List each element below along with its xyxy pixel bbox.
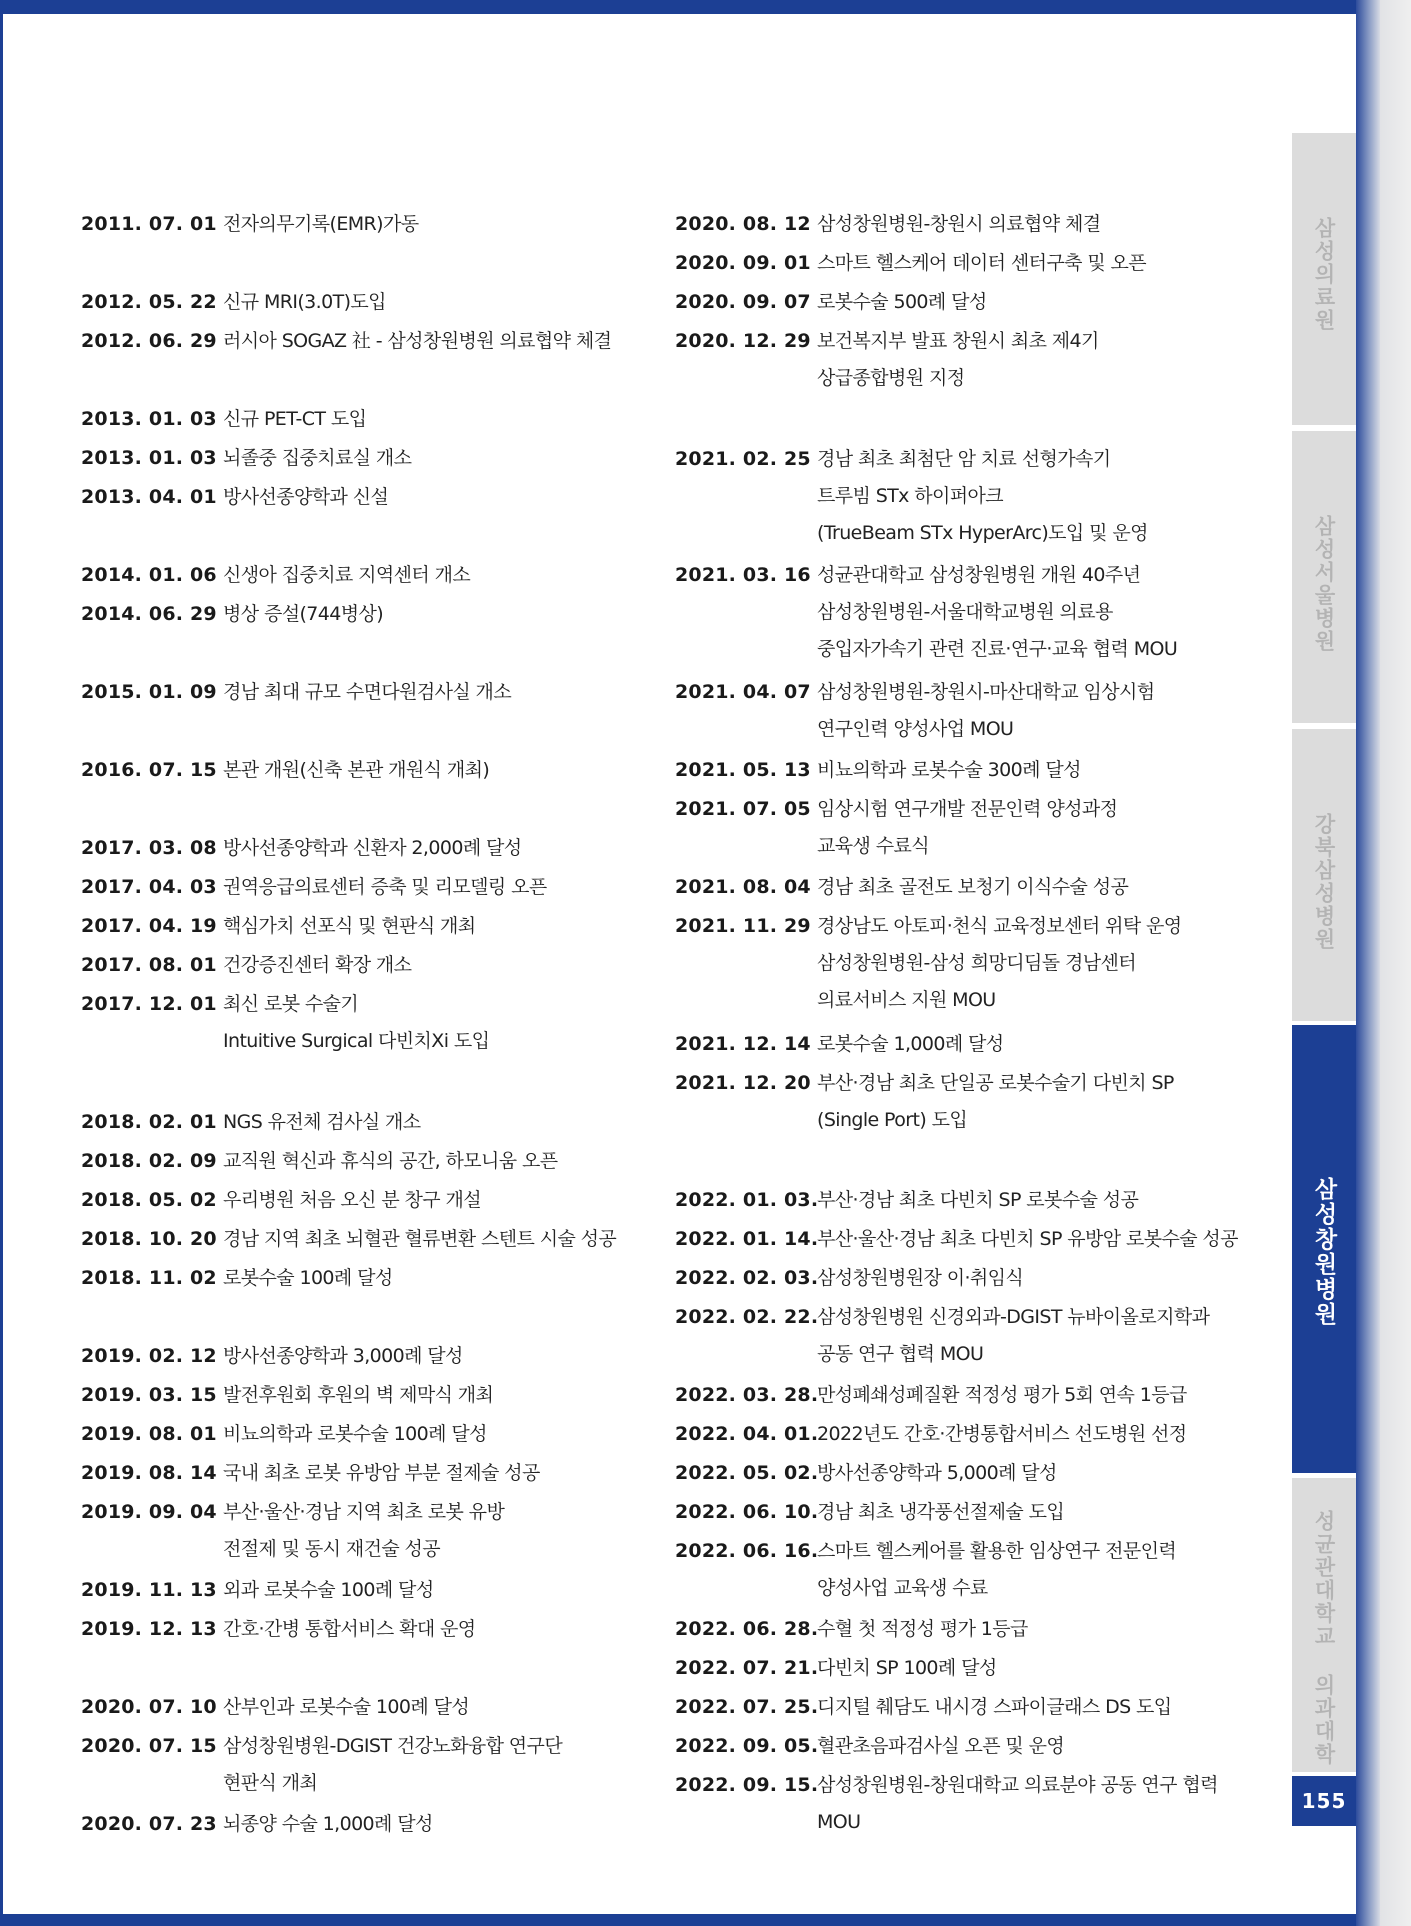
entry-description: [223, 1806, 643, 1843]
entry-description-line: 교육생 수료식: [817, 835, 929, 857]
entry-description-line: MOU: [817, 1811, 861, 1833]
entry-description-line: 로봇수술 500례 달성: [817, 291, 987, 313]
entry-description-line: 전절제 및 동시 재건술 성공: [223, 1538, 441, 1560]
entry-date: 2017. 04. 19: [81, 915, 217, 937]
entry-date: 2022. 02. 03.: [675, 1267, 819, 1289]
entry-date: 2022. 01. 03.: [675, 1189, 819, 1211]
entry-date: 2022. 04. 01.: [675, 1423, 819, 1445]
entry-date: 2013. 01. 03: [81, 447, 217, 469]
entry-description: [817, 1533, 1237, 1607]
entry-date: 2014. 01. 06: [81, 564, 217, 586]
tab-samsung-changwon-hospital[interactable]: [1292, 1025, 1356, 1473]
entry-description-line: 발전후원회 후원의 벽 제막식 개최: [223, 1384, 494, 1406]
entry-date: 2019. 02. 12: [81, 1345, 217, 1367]
entry-date: 2018. 05. 02: [81, 1189, 217, 1211]
entry-description: [817, 441, 1237, 552]
entry-description-line: 스마트 헬스케어를 활용한 임상연구 전문인력: [817, 1540, 1177, 1562]
entry-date: 2014. 06. 29: [81, 603, 217, 625]
entry-description: [223, 1689, 643, 1726]
entry-description: [223, 1143, 643, 1180]
entry-description: [817, 1767, 1237, 1841]
entry-description-line: 경남 최초 골전도 보청기 이식수술 성공: [817, 876, 1129, 898]
entry-description-line: 경남 최대 규모 수면다원검사실 개소: [223, 681, 512, 703]
entry-date: 2021. 07. 05: [675, 798, 811, 820]
entry-description: [817, 1416, 1237, 1453]
entry-date: 2015. 01. 09: [81, 681, 217, 703]
entry-date: 2022. 07. 25.: [675, 1696, 819, 1718]
entry-description-line: 부산·울산·경남 최초 다빈치 SP 유방암 로봇수술 성공: [817, 1228, 1238, 1250]
entry-date: 2022. 02. 22.: [675, 1306, 819, 1328]
entry-description-line: 스마트 헬스케어 데이터 센터구축 및 오픈: [817, 252, 1147, 274]
entry-description-line: 교직원 혁신과 휴식의 공간, 하모니움 오픈: [223, 1150, 558, 1172]
top-accent-bar: [3, 0, 1364, 14]
entry-description: [817, 752, 1237, 789]
entry-description: [817, 869, 1237, 906]
entry-description: [817, 1182, 1237, 1219]
entry-description: [223, 1260, 643, 1297]
entry-description: [223, 1377, 643, 1414]
entry-date: 2021. 12. 14: [675, 1033, 811, 1055]
entry-description: [817, 908, 1237, 1019]
entry-date: 2013. 04. 01: [81, 486, 217, 508]
entry-description-line: 신규 PET-CT 도입: [223, 408, 367, 430]
entry-description: [817, 323, 1237, 397]
entry-description-line: 다빈치 SP 100례 달성: [817, 1657, 997, 1679]
entry-date: 2022. 06. 28.: [675, 1618, 819, 1640]
entry-description-line: 트루빔 STx 하이퍼아크: [817, 485, 1004, 507]
entry-date: 2017. 03. 08: [81, 837, 217, 859]
entry-description-line: 성균관대학교 삼성창원병원 개원 40주년: [817, 564, 1141, 586]
entry-description: [223, 1611, 643, 1648]
entry-description-line: 만성폐쇄성폐질환 적정성 평가 5회 연속 1등급: [817, 1384, 1187, 1406]
entry-description-line: 신규 MRI(3.0T)도입: [223, 291, 386, 313]
entry-date: 2011. 07. 01: [81, 213, 217, 235]
entry-description-line: 방사선종양학과 신환자 2,000례 달성: [223, 837, 522, 859]
entry-description-line: 삼성창원병원-창원시 의료협약 체결: [817, 213, 1101, 235]
entry-description: [817, 1611, 1237, 1648]
entry-description-line: 수혈 첫 적정성 평가 1등급: [817, 1618, 1028, 1640]
entry-description-line: 권역응급의료센터 증축 및 리모델링 오픈: [223, 876, 547, 898]
entry-description-line: 전자의무기록(EMR)가동: [223, 213, 419, 235]
entry-date: 2022. 03. 28.: [675, 1384, 819, 1406]
entry-description-line: 뇌졸중 집중치료실 개소: [223, 447, 412, 469]
tab-label: 성균관대학교 의과대학: [1312, 1510, 1336, 1766]
entry-date: 2018. 02. 09: [81, 1150, 217, 1172]
entry-date: 2020. 12. 29: [675, 330, 811, 352]
entry-description-line: 양성사업 교육생 수료: [817, 1577, 988, 1599]
entry-description: [817, 284, 1237, 321]
entry-description-line: 디지털 췌담도 내시경 스파이글래스 DS 도입: [817, 1696, 1172, 1718]
entry-date: 2020. 09. 01: [675, 252, 811, 274]
entry-date: 2019. 09. 04: [81, 1501, 217, 1523]
entry-description: [223, 557, 643, 594]
entry-description-line: 산부인과 로봇수술 100례 달성: [223, 1696, 470, 1718]
entry-description: [817, 1650, 1237, 1687]
entry-description: [223, 323, 643, 360]
entry-description: [223, 869, 643, 906]
entry-description: [223, 830, 643, 867]
entry-date: 2013. 01. 03: [81, 408, 217, 430]
tab-label: 삼성서울병원: [1312, 515, 1336, 653]
entry-description-line: 간호·간병 통합서비스 확대 운영: [223, 1618, 476, 1640]
entry-description: [223, 1221, 643, 1258]
entry-description-line: NGS 유전체 검사실 개소: [223, 1111, 421, 1133]
entry-description-line: 삼성창원병원-서울대학교병원 의료용: [817, 601, 1113, 623]
entry-description-line: 경남 지역 최초 뇌혈관 혈류변환 스텐트 시술 성공: [223, 1228, 617, 1250]
entry-description-line: 핵심가치 선포식 및 현판식 개최: [223, 915, 476, 937]
entry-date: 2012. 05. 22: [81, 291, 217, 313]
entry-date: 2021. 08. 04: [675, 876, 811, 898]
entry-description: [223, 479, 643, 516]
entry-description-line: 삼성창원병원-DGIST 건강노화융합 연구단: [223, 1735, 563, 1757]
entry-description-line: 비뇨의학과 로봇수술 300례 달성: [817, 759, 1081, 781]
entry-description-line: 삼성창원병원 신경외과-DGIST 뉴바이올로지학과: [817, 1306, 1210, 1328]
entry-date: 2022. 05. 02.: [675, 1462, 819, 1484]
entry-description: [223, 752, 643, 789]
entry-description-line: 중입자가속기 관련 진료·연구·교육 협력 MOU: [817, 638, 1178, 660]
entry-date: 2021. 02. 25: [675, 448, 811, 470]
entry-description: [817, 1026, 1237, 1063]
entry-date: 2022. 01. 14.: [675, 1228, 819, 1250]
page-number: 155: [1292, 1776, 1356, 1826]
entry-date: 2021. 05. 13: [675, 759, 811, 781]
entry-description: [817, 1455, 1237, 1492]
entry-description: [817, 674, 1237, 748]
entry-description-line: 의료서비스 지원 MOU: [817, 989, 996, 1011]
entry-description-line: 본관 개원(신축 본관 개원식 개최): [223, 759, 490, 781]
entry-date: 2022. 09. 15.: [675, 1774, 819, 1796]
entry-description: [223, 674, 643, 711]
entry-description-line: 보건복지부 발표 창원시 최초 제4기: [817, 330, 1099, 352]
tab-label: 삼성의료원: [1312, 217, 1336, 332]
entry-description: [223, 947, 643, 984]
entry-date: 2020. 07. 10: [81, 1696, 217, 1718]
entry-description-line: 혈관초음파검사실 오픈 및 운영: [817, 1735, 1065, 1757]
entry-date: 2018. 02. 01: [81, 1111, 217, 1133]
entry-description: [223, 596, 643, 633]
entry-description-line: 삼성창원병원-창원시-마산대학교 임상시험: [817, 681, 1155, 703]
entry-description: [817, 791, 1237, 865]
entry-description-line: 건강증진센터 확장 개소: [223, 954, 412, 976]
entry-date: 2019. 03. 15: [81, 1384, 217, 1406]
entry-date: 2016. 07. 15: [81, 759, 217, 781]
entry-description: [817, 1728, 1237, 1765]
entry-description-line: 삼성창원병원-삼성 희망디딤돌 경남센터: [817, 952, 1136, 974]
entry-date: 2020. 07. 23: [81, 1813, 217, 1835]
entry-description-line: 비뇨의학과 로봇수술 100례 달성: [223, 1423, 487, 1445]
entry-description: [817, 557, 1237, 668]
entry-description: [223, 986, 643, 1060]
entry-description-line: 병상 증설(744병상): [223, 603, 384, 625]
entry-date: 2021. 04. 07: [675, 681, 811, 703]
entry-description-line: 삼성창원병원장 이·취임식: [817, 1267, 1024, 1289]
tab-label: 삼성창원병원: [1310, 1177, 1337, 1327]
entry-description-line: 외과 로봇수술 100례 달성: [223, 1579, 434, 1601]
entry-description: [223, 1494, 643, 1568]
entry-description: [223, 1728, 643, 1802]
entry-description-line: 최신 로봇 수술기: [223, 993, 359, 1015]
entry-description-line: 경상남도 아토피·천식 교육정보센터 위탁 운영: [817, 915, 1182, 937]
entry-date: 2020. 07. 15: [81, 1735, 217, 1757]
entry-description: [223, 1338, 643, 1375]
page-edge-strip: [1356, 0, 1380, 1926]
entry-description-line: 부산·울산·경남 지역 최초 로봇 유방: [223, 1501, 505, 1523]
entry-description-line: (TrueBeam STx HyperArc)도입 및 운영: [817, 522, 1148, 544]
entry-description: [223, 1572, 643, 1609]
entry-description-line: 부산·경남 최초 단일공 로봇수술기 다빈치 SP: [817, 1072, 1174, 1094]
entry-date: 2020. 09. 07: [675, 291, 811, 313]
entry-date: 2018. 11. 02: [81, 1267, 217, 1289]
entry-description-line: 국내 최초 로봇 유방암 부분 절제술 성공: [223, 1462, 540, 1484]
entry-date: 2022. 07. 21.: [675, 1657, 819, 1679]
entry-description: [223, 440, 643, 477]
entry-description: [817, 1494, 1237, 1531]
tab-kangbuk-samsung-hospital[interactable]: [1292, 729, 1356, 1021]
bottom-accent-bar: [3, 1914, 1364, 1926]
entry-description: [817, 245, 1237, 282]
entry-description: [223, 284, 643, 321]
entry-description-line: 로봇수술 1,000례 달성: [817, 1033, 1004, 1055]
entry-description-line: 로봇수술 100례 달성: [223, 1267, 393, 1289]
entry-description: [817, 206, 1237, 243]
entry-date: 2021. 12. 20: [675, 1072, 811, 1094]
entry-description-line: (Single Port) 도입: [817, 1109, 968, 1131]
entry-description: [223, 1104, 643, 1141]
entry-description: [817, 1689, 1237, 1726]
entry-description-line: 삼성창원병원-창원대학교 의료분야 공동 연구 협력: [817, 1774, 1218, 1796]
entry-description-line: 방사선종양학과 신설: [223, 486, 389, 508]
entry-description-line: 경남 최초 최첨단 암 치료 선형가속기: [817, 448, 1111, 470]
entry-description-line: 방사선종양학과 5,000례 달성: [817, 1462, 1057, 1484]
entry-description-line: 방사선종양학과 3,000례 달성: [223, 1345, 463, 1367]
entry-description-line: Intuitive Surgical 다빈치Xi 도입: [223, 1030, 490, 1052]
entry-description: [223, 1455, 643, 1492]
entry-description-line: 상급종합병원 지정: [817, 367, 965, 389]
entry-description-line: 우리병원 처음 오신 분 창구 개설: [223, 1189, 482, 1211]
entry-description: [223, 1416, 643, 1453]
entry-description: [223, 206, 643, 243]
entry-description-line: 경남 최초 냉각풍선절제술 도입: [817, 1501, 1065, 1523]
entry-description-line: 뇌종양 수술 1,000례 달성: [223, 1813, 433, 1835]
entry-description-line: 부산·경남 최초 다빈치 SP 로봇수술 성공: [817, 1189, 1139, 1211]
entry-date: 2019. 11. 13: [81, 1579, 217, 1601]
entry-date: 2017. 04. 03: [81, 876, 217, 898]
entry-description-line: 2022년도 간호·간병통합서비스 선도병원 선정: [817, 1423, 1187, 1445]
entry-date: 2022. 06. 10.: [675, 1501, 819, 1523]
entry-date: 2017. 08. 01: [81, 954, 217, 976]
entry-description: [223, 1182, 643, 1219]
entry-description: [817, 1221, 1237, 1258]
entry-date: 2021. 11. 29: [675, 915, 811, 937]
tab-label: 강북삼성병원: [1312, 813, 1336, 951]
entry-description: [223, 401, 643, 438]
entry-date: 2019. 08. 14: [81, 1462, 217, 1484]
entry-date: 2021. 03. 16: [675, 564, 811, 586]
entry-date: 2017. 12. 01: [81, 993, 217, 1015]
entry-date: 2012. 06. 29: [81, 330, 217, 352]
entry-description-line: 연구인력 양성사업 MOU: [817, 718, 1014, 740]
entry-date: 2019. 12. 13: [81, 1618, 217, 1640]
tab-samsung-medical-center[interactable]: [1292, 133, 1356, 425]
entry-description-line: 러시아 SOGAZ 社 - 삼성창원병원 의료협약 체결: [223, 330, 612, 352]
entry-description-line: 현판식 개최: [223, 1772, 318, 1794]
entry-description: [817, 1065, 1237, 1139]
entry-date: 2018. 10. 20: [81, 1228, 217, 1250]
entry-description: [817, 1377, 1237, 1414]
entry-description-line: 신생아 집중치료 지역센터 개소: [223, 564, 471, 586]
entry-date: 2022. 09. 05.: [675, 1735, 819, 1757]
entry-date: 2019. 08. 01: [81, 1423, 217, 1445]
entry-date: 2022. 06. 16.: [675, 1540, 819, 1562]
tab-skku-medical-school[interactable]: [1292, 1478, 1356, 1772]
entry-description: [817, 1260, 1237, 1297]
entry-description: [223, 908, 643, 945]
entry-description-line: 공동 연구 협력 MOU: [817, 1343, 984, 1365]
entry-date: 2020. 08. 12: [675, 213, 811, 235]
entry-description: [817, 1299, 1237, 1373]
tab-samsung-seoul-hospital[interactable]: [1292, 431, 1356, 723]
entry-description-line: 임상시험 연구개발 전문인력 양성과정: [817, 798, 1118, 820]
